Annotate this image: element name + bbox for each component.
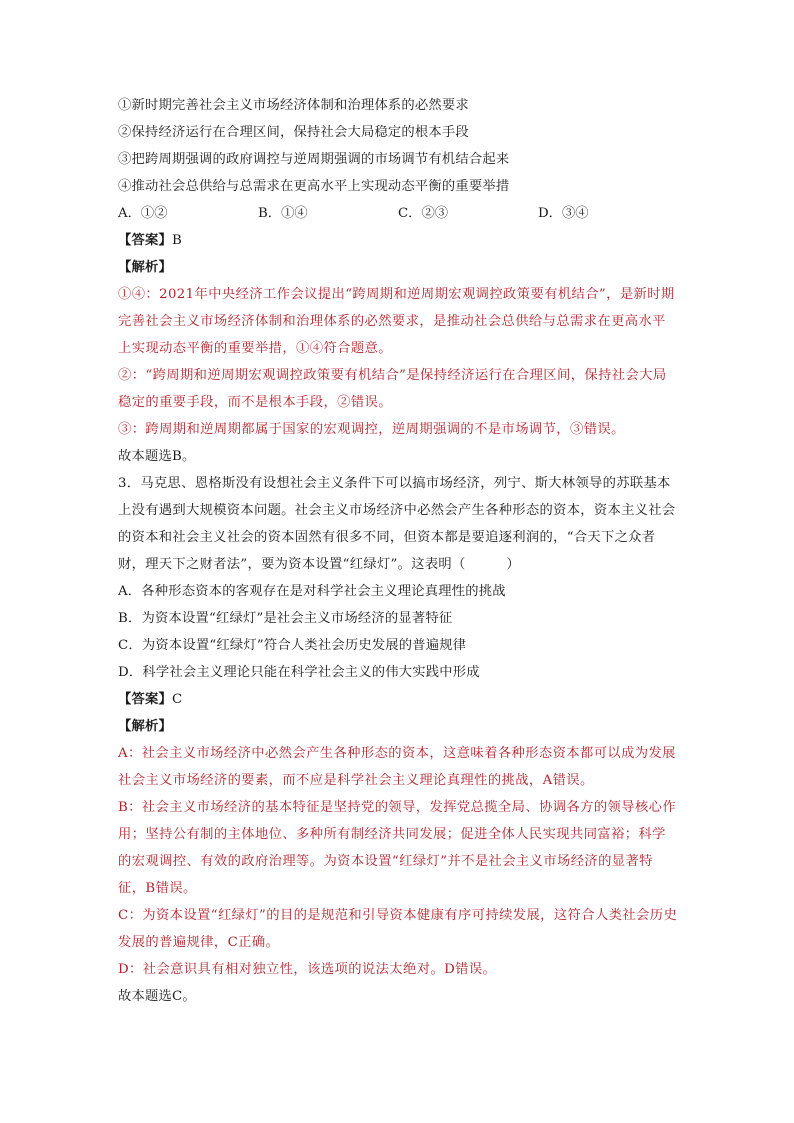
answer-label: 【答案】 (118, 692, 172, 707)
q2-analysis-2: ②：“跨周期和逆周期宏观调控政策要有机结合”是保持经济运行在合理区间，保持社会大局稳定的重要手段，而不是根本手段，②错误。 (118, 368, 667, 410)
q2-statement-4: ④推动社会总供给与总需求在更高水平上实现动态平衡的重要举措 (118, 179, 510, 194)
q3-analysis-b: B：社会主义市场经济的基本特征是坚持党的领导，发挥党总揽全局、协调各方的领导核心作用；坚持公有制的主体地位、多种所有制经济共同发展；促进全体人民实现共同富裕；科学的宏观调控、有效的政府治理等。为资本设置“红绿灯”并不是社会主义市场经济的显著特征，B错误。 (118, 800, 677, 896)
q2-statement-1: ①新时期完善社会主义市场经济体制和治理体系的必然要求 (118, 98, 469, 113)
q2-analysis-3: ③：跨周期和逆周期都属于国家的宏观调控，逆周期强调的不是市场调节，③错误。 (118, 422, 625, 437)
q2-analysis-1: ①④：2021年中央经济工作会议提出“跨周期和逆周期宏观调控政策要有机结合”，是新时期完善社会主义市场经济体制和治理体系的必然要求，是推动社会总供给与总需求在更高水平上实现动态平衡的重要举措，①④符合题意。 (118, 287, 675, 356)
q3-option-b: B．为资本设置“红绿灯”是社会主义市场经济的显著特征 (118, 611, 453, 626)
q3-option-c: C．为资本设置“红绿灯”符合人类社会历史发展的普遍规律 (118, 638, 467, 653)
q2-conclusion: 故本题选B。 (118, 449, 196, 464)
q2-analysis-label: 【解析】 (118, 260, 172, 275)
q2-statement-2: ②保持经济运行在合理区间，保持社会大局稳定的根本手段 (118, 125, 469, 140)
q3-analysis-c: C：为资本设置“红绿灯”的目的是规范和引导资本健康有序可持续发展，这符合人类社会历史发展的普遍规律，C正确。 (118, 908, 678, 950)
answer-label: 【答案】 (118, 233, 172, 248)
q2-option-b: B．①④ (258, 206, 308, 221)
q3-conclusion: 故本题选C。 (118, 989, 196, 1004)
q3-analysis-a: A：社会主义市场经济中必然会产生各种形态的资本，这意味着各种形态资本都可以成为发展社会主义市场经济的要素，而不应是科学社会主义理论真理性的挑战，A错误。 (118, 746, 676, 788)
q2-option-c: C．②③ (398, 206, 449, 221)
q2-option-d: D．③④ (538, 206, 589, 221)
q3-analysis-d: D：社会意识具有相对独立性，该选项的说法太绝对。D错误。 (118, 962, 497, 977)
answer-value: C (172, 692, 183, 707)
q2-options (118, 200, 678, 227)
q3-stem: 3．马克思、恩格斯没有设想社会主义条件下可以搞市场经济，列宁、斯大林领导的苏联基本上没有遇到大规模资本问题。社会主义市场经济中必然会产生各种形态的资本，资本主义社会的资本和社会主义社会的资本固然有很多不同，但资本都是要追逐利润的，“合天下之众者财，理天下之财者法”，要为资本设置“红绿灯”。这表明（ ） (118, 476, 676, 572)
q2-option-a: A．①② (118, 206, 168, 221)
q3-option-d: D．科学社会主义理论只能在科学社会主义的伟大实践中形成 (118, 665, 480, 680)
q2-answer (118, 227, 678, 254)
answer-value: B (172, 233, 182, 248)
q3-analysis-label: 【解析】 (118, 719, 172, 734)
page-content (118, 92, 678, 1010)
q2-statement-3: ③把跨周期强调的政府调控与逆周期强调的市场调节有机结合起来 (118, 152, 510, 167)
q3-option-a: A．各种形态资本的客观存在是对科学社会主义理论真理性的挑战 (118, 584, 506, 599)
q3-answer (118, 686, 678, 713)
